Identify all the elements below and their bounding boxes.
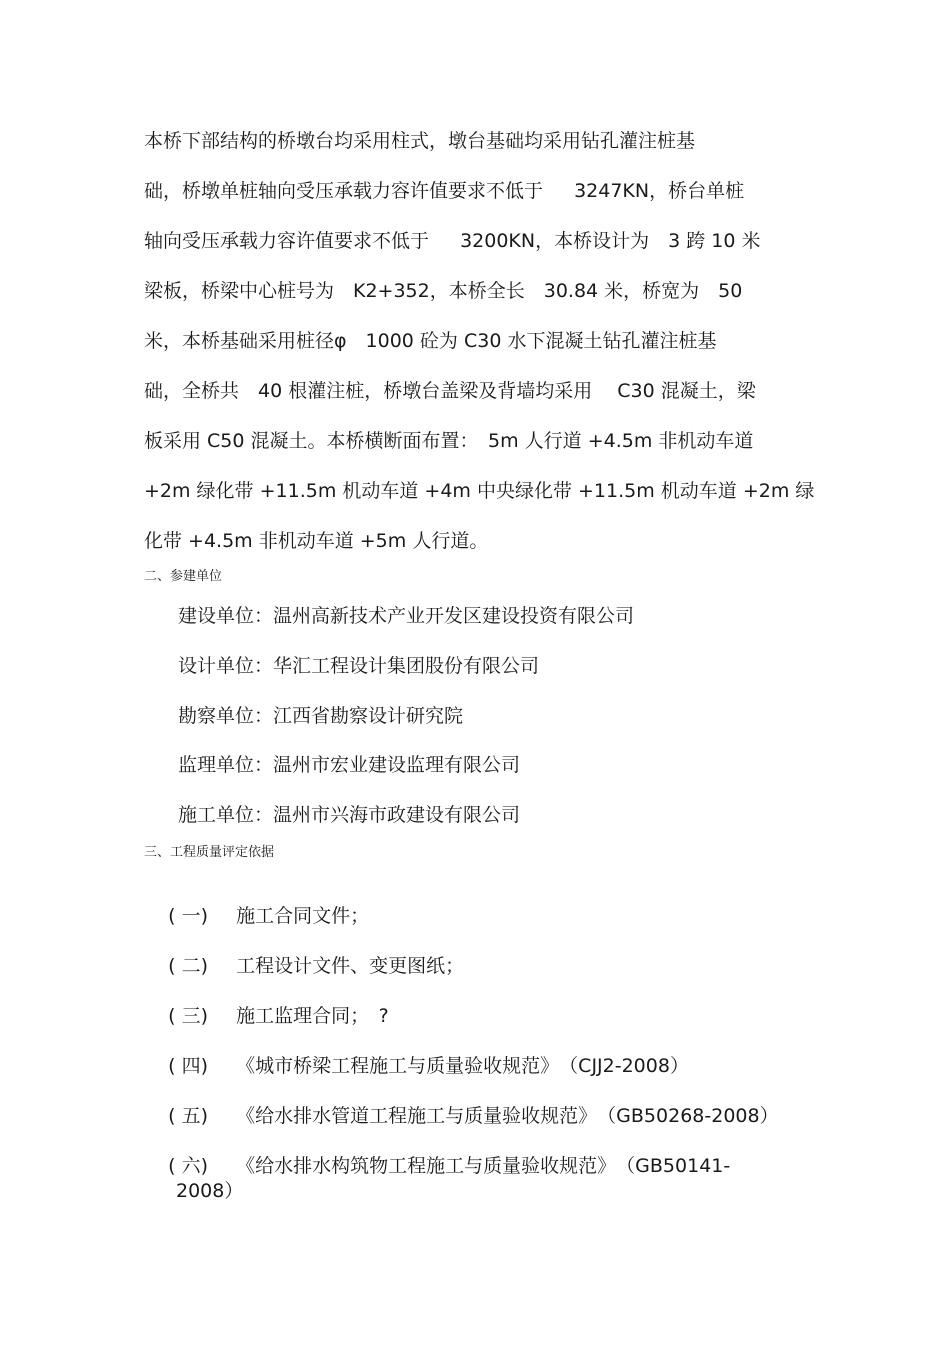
participant-unit: 监理单位：温州市宏业建设监理有限公司 <box>178 754 521 776</box>
list-item-text: 《城市桥梁工程施工与质量验收规范》 （CJJ2-2008） <box>236 1055 689 1077</box>
section-heading-participants: 二、参建单位 <box>144 569 223 584</box>
list-item-number: ( 四) <box>168 1055 209 1077</box>
intro-line: 米，本桥基础采用桩径φ 1000 砼为 C30 水下混凝土钻孔灌注桩基 <box>144 330 717 352</box>
intro-line: 本桥下部结构的桥墩台均采用柱式，墩台基础均采用钻孔灌注桩基 <box>144 130 696 152</box>
list-item-number: ( 六) <box>168 1155 209 1177</box>
intro-line: 础，桥墩单桩轴向受压承载力容许值要求不低于 3247KN，桥台单桩 <box>144 180 745 202</box>
list-item-text: 施工监理合同； ? <box>236 1005 389 1027</box>
list-item-text: 工程设计文件、变更图纸； <box>236 955 465 977</box>
participant-unit: 设计单位：华汇工程设计集团股份有限公司 <box>178 655 540 677</box>
list-item-text: 施工合同文件； <box>236 905 370 927</box>
participant-unit: 施工单位：温州市兴海市政建设有限公司 <box>178 804 521 826</box>
list-item-number: ( 三) <box>168 1005 209 1027</box>
list-item-number: ( 五) <box>168 1105 209 1127</box>
intro-line: 础，全桥共 40 根灌注桩，桥墩台盖梁及背墙均采用 C30 混凝土，梁 <box>144 380 756 402</box>
intro-line: 板采用 C50 混凝土。本桥横断面布置： 5m 人行道 +4.5m 非机动车道 <box>144 430 754 452</box>
intro-line: 轴向受压承载力容许值要求不低于 3200KN，本桥设计为 3 跨 10 米 <box>144 230 761 252</box>
section-heading-basis: 三、工程质量评定依据 <box>144 845 275 860</box>
intro-line: 梁板，桥梁中心桩号为 K2+352，本桥全长 30.84 米，桥宽为 50 <box>144 280 743 302</box>
intro-line: +2m 绿化带 +11.5m 机动车道 +4m 中央绿化带 +11.5m 机动车道 +2m 绿 <box>144 480 815 502</box>
list-item-number: ( 一) <box>168 905 209 927</box>
participant-unit: 勘察单位：江西省勘察设计研究院 <box>178 705 464 727</box>
participant-unit: 建设单位：温州高新技术产业开发区建设投资有限公司 <box>178 605 635 627</box>
list-item-text: 《给水排水构筑物工程施工与质量验收规范》 （GB50141- <box>236 1155 731 1177</box>
list-item-continuation: 2008） <box>176 1180 244 1202</box>
intro-line: 化带 +4.5m 非机动车道 +5m 人行道。 <box>144 530 489 552</box>
list-item-text: 《给水排水管道工程施工与质量验收规范》 （GB50268-2008） <box>236 1105 779 1127</box>
list-item-number: ( 二) <box>168 955 209 977</box>
